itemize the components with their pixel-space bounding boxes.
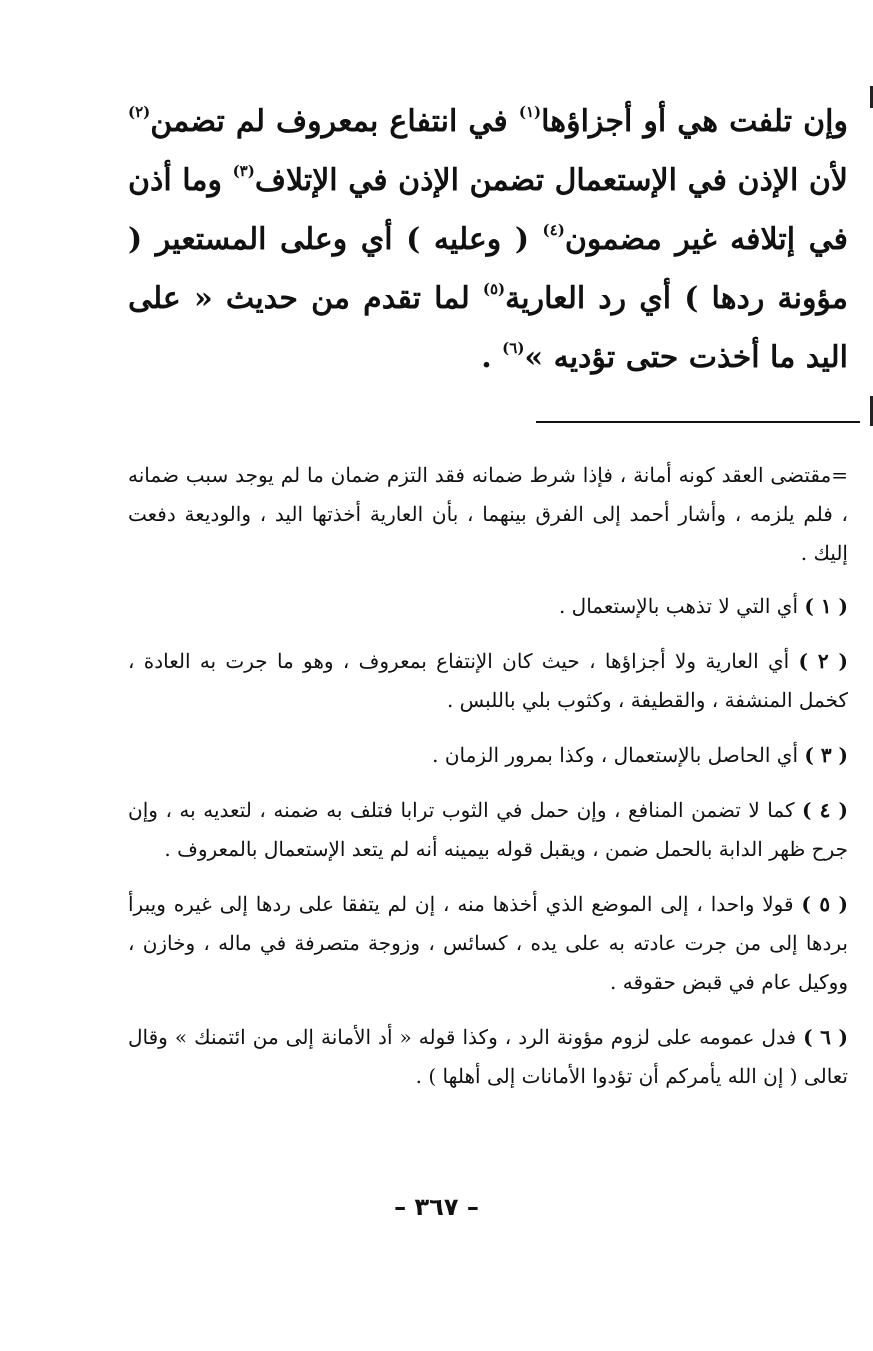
- footnotes: [128, 456, 848, 1112]
- footnote-6: [128, 1018, 848, 1096]
- main-text: [128, 92, 848, 387]
- main-text-segment: لأن الإذن في الإستعمال تضمن الإذن في الإتلاف: [254, 163, 849, 198]
- main-paragraph: [128, 92, 848, 387]
- footnote-2: [128, 642, 848, 720]
- footnote-text: أي الحاصل بالإستعمال ، وكذا بمرور الزمان .: [432, 743, 805, 767]
- main-text-segment: ( وعليه ) أي وعلى المستعير ( مؤونة ردها ) أي رد العارية: [128, 222, 848, 316]
- footnote-3: [128, 736, 848, 775]
- footnote-number: ( ٢ ): [798, 649, 848, 673]
- main-text-segment: لما تقدم من حديث « على اليد ما أخذت حتى تؤديه »: [128, 281, 848, 375]
- footnote-text: =مقتضى العقد كونه أمانة ، فإذا شرط ضمانه فقد التزم ضمان ما لم يوجد سبب ضمانه ، فلم يلزمه ، وأشار أحمد إلى الفرق بينهما ، بأن العارية أخذتها اليد ، والوديعة دفعت إليك .: [128, 463, 848, 565]
- footnote-5: [128, 885, 848, 1002]
- footnote-ref: (٢): [128, 103, 151, 121]
- footnote-ref: (٦): [502, 339, 525, 357]
- footnote-continued: [128, 456, 848, 573]
- footnote-text: أي العارية ولا أجزاؤها ، حيث كان الإنتفاع بمعروف ، وهو ما جرت به العادة ، كخمل المنشفة ، والقطيفة ، وكثوب بلي باللبس .: [128, 649, 848, 712]
- footnote-number: ( ٥ ): [801, 892, 848, 916]
- main-text-end: .: [481, 340, 503, 375]
- footnote-ref: (٣): [232, 162, 255, 180]
- main-text-segment: وإن تلفت هي أو أجزاؤها: [541, 104, 848, 139]
- footnote-number: ( ٣ ): [804, 743, 848, 767]
- footnote-ref: (٥): [482, 280, 506, 298]
- footnote-text: فدل عمومه على لزوم مؤونة الرد ، وكذا قوله « أد الأمانة إلى من ائتمنك » وقال تعالى ( إن الله يأمركم أن تؤدوا الأمانات إلى أهلها ) .: [128, 1025, 848, 1088]
- footnote-ref: (١): [518, 103, 542, 121]
- main-text-segment: في انتفاع بمعروف لم تضمن: [150, 104, 519, 139]
- footnote-4: [128, 791, 848, 869]
- footnote-number: ( ٦ ): [803, 1025, 848, 1049]
- footnote-1: [128, 587, 848, 626]
- footnote-number: ( ١ ): [804, 594, 848, 618]
- footnote-text: قولا واحدا ، إلى الموضع الذي أخذها منه ، إن لم يتفقا على ردها إلى غيره ويبرأ بردها إلى من جرت عادته به على يده ، كسائس ، وزوجة متصرفة في ماله ، وخازن ، ووكيل عام في قبض حقوقه .: [128, 892, 848, 994]
- footnote-separator: [536, 421, 860, 423]
- footnote-text: أي التي لا تذهب بالإستعمال .: [558, 594, 805, 618]
- footnote-number: ( ٤ ): [802, 798, 848, 822]
- footnote-ref: (٤): [542, 221, 565, 239]
- footnote-text: كما لا تضمن المنافع ، وإن حمل في الثوب ترابا فتلف به ضمنه ، لتعديه به ، وإن جرح ظهر الدابة بالحمل ضمن ، ويقبل قوله بيمينه أنه لم يتعد الإستعمال بالمعروف .: [128, 798, 848, 861]
- page-number: – ٣٦٧ –: [394, 1193, 479, 1221]
- main-text-segment: وما أذن في إتلافه غير مضمون: [128, 163, 848, 257]
